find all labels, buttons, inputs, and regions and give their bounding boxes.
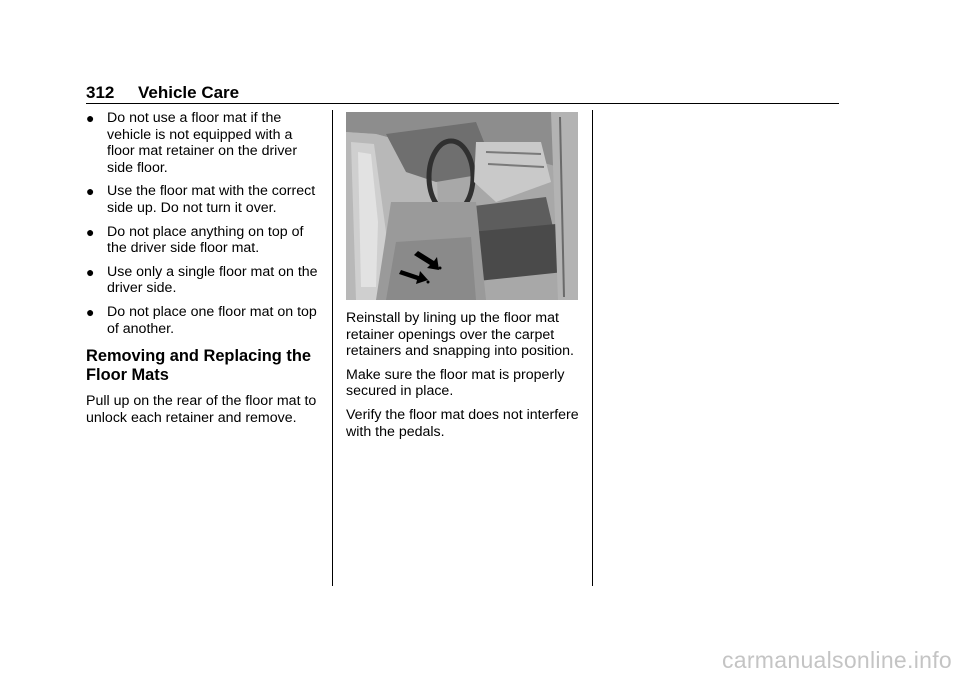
subsection-heading: Removing and Replacing the Floor Mats	[86, 347, 311, 385]
bullet-dot: ●	[86, 263, 95, 280]
bullet-text: Do not use a floor mat if the vehicle is not equipped with a floor mat retainer on the driver side floor.	[107, 110, 298, 176]
watermark: carmanualsonline.info	[721, 647, 952, 673]
page-header	[86, 83, 239, 103]
bullet-item	[86, 304, 322, 337]
bullet-dot: ●	[86, 110, 95, 126]
bullet-text: Do not place anything on top of the driver side floor mat.	[107, 223, 304, 257]
body-paragraph: Verify the floor mat does not interfere with the pedals.	[346, 406, 579, 440]
page-number: 312	[86, 83, 115, 102]
bullet-text: Do not place one floor mat on top of another.	[107, 303, 317, 337]
floor-mat-retainer-illustration	[346, 112, 578, 300]
column-divider-right	[592, 110, 593, 586]
bullet-dot: ●	[86, 223, 95, 240]
bullet-item	[86, 264, 322, 297]
body-paragraph: Pull up on the rear of the floor mat to unlock each retainer and remove.	[86, 393, 317, 426]
bullet-dot: ●	[86, 183, 95, 200]
left-column	[86, 110, 322, 433]
body-paragraph: Make sure the floor mat is properly secured in place.	[346, 366, 565, 400]
column-divider-left	[332, 110, 333, 586]
bullet-item	[86, 183, 322, 216]
bullet-text: Use only a single floor mat on the driver side.	[107, 263, 318, 297]
bullet-text: Use the floor mat with the correct side up. Do not turn it over.	[107, 183, 316, 216]
middle-column	[346, 310, 582, 447]
body-paragraph: Reinstall by lining up the floor mat retainer openings over the carpet retainers and snapping into position.	[346, 310, 574, 360]
bullet-dot: ●	[86, 303, 95, 320]
header-rule	[86, 103, 839, 104]
section-title: Vehicle Care	[138, 83, 240, 102]
bullet-item	[86, 224, 322, 257]
bullet-item	[86, 110, 322, 176]
